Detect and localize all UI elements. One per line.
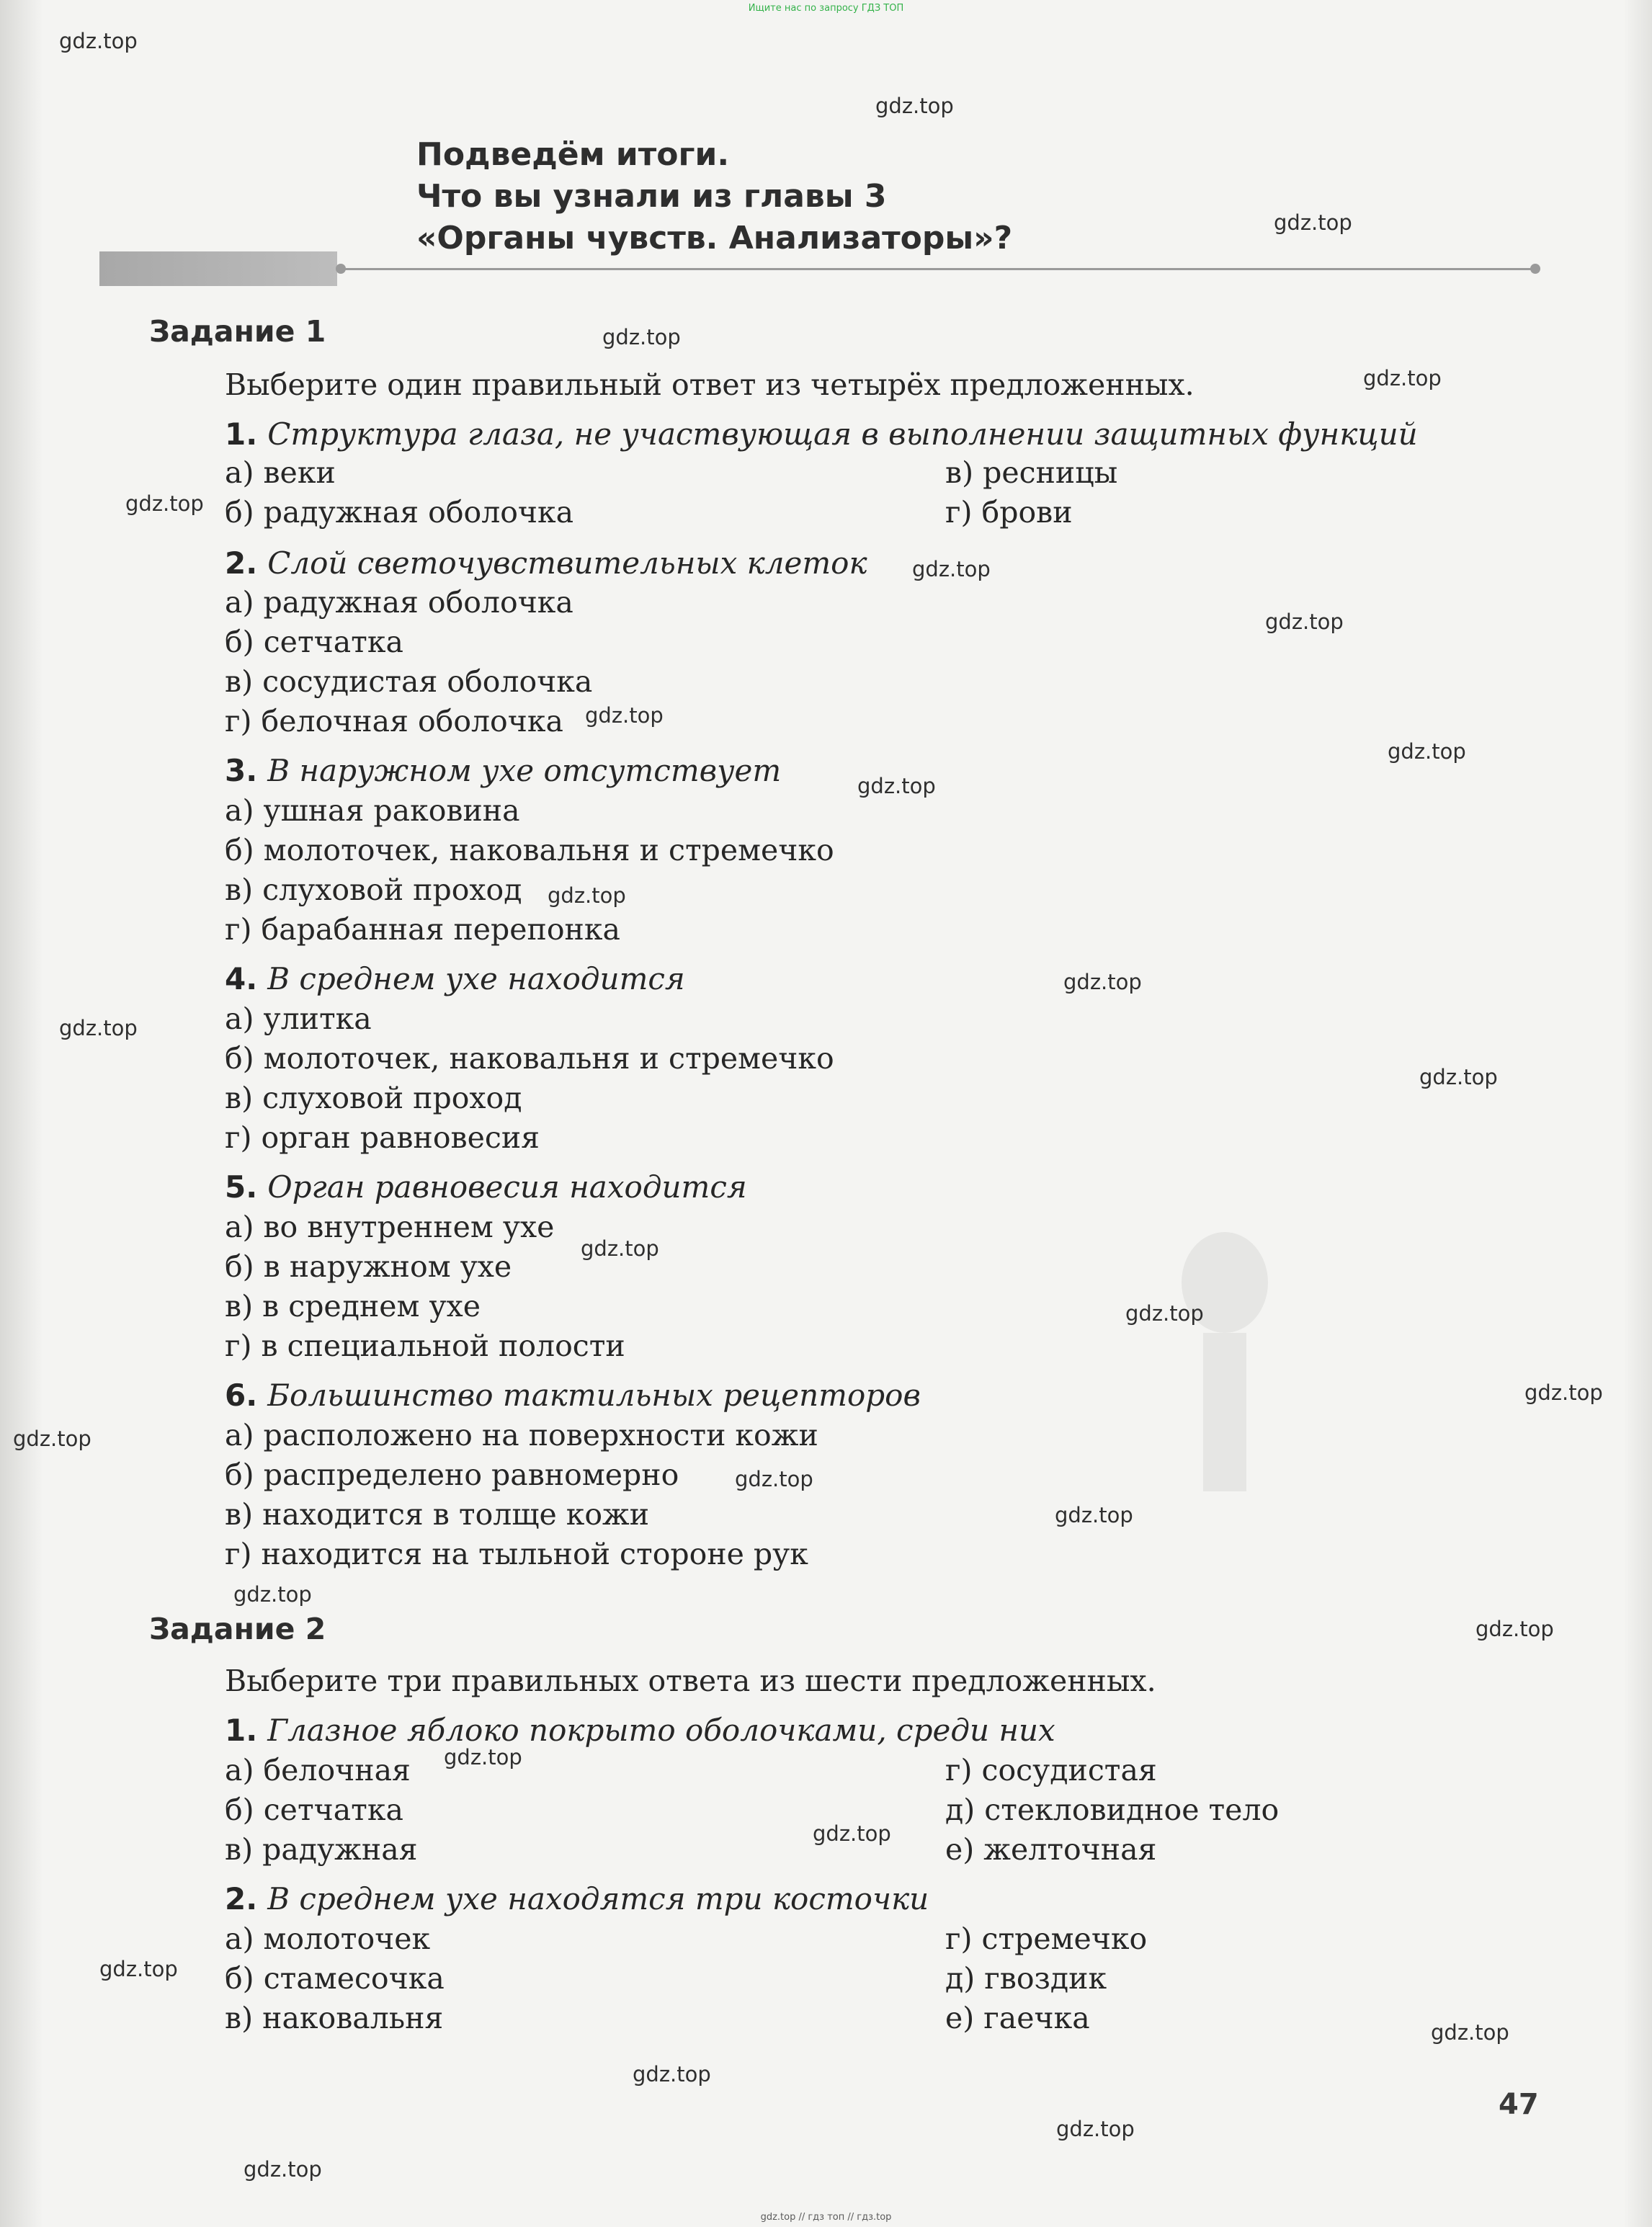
task1-q5-option-a[interactable]: а) во внутреннем ухе: [225, 1210, 555, 1244]
task1-question-4: [225, 961, 685, 996]
task1-q6-option-g[interactable]: г) находится на тыльной стороне рук: [225, 1537, 808, 1571]
task2-q2-option-v[interactable]: в) наковальня: [225, 2001, 444, 2035]
task2-q1-option-a[interactable]: а) белочная: [225, 1753, 411, 1788]
question-text: В среднем ухе находятся три косточки: [267, 1881, 929, 1916]
task2-q2-option-d[interactable]: д) гвоздик: [945, 1961, 1107, 1996]
task1-q1-option-b[interactable]: б) радужная оболочка: [225, 495, 574, 530]
question-number: 3.: [225, 753, 258, 788]
task1-q5-option-v[interactable]: в) в среднем ухе: [225, 1289, 481, 1324]
watermark: gdz.top: [244, 2157, 322, 2182]
task1-question-3: [225, 753, 781, 788]
watermark: gdz.top: [875, 94, 954, 118]
question-text: Слой светочувствительных клеток: [267, 545, 867, 581]
watermark: gdz.top: [99, 1957, 178, 1981]
watermark: gdz.top: [1056, 2117, 1135, 2141]
task1-q2-option-g[interactable]: г) белочная оболочка: [225, 704, 563, 738]
task2-title: Задание 2: [149, 1612, 326, 1646]
watermark: gdz.top: [1431, 2020, 1509, 2045]
watermark: gdz.top: [444, 1745, 522, 1769]
watermark: gdz.top: [1055, 1503, 1133, 1527]
task2-q1-option-v[interactable]: в) радужная: [225, 1832, 418, 1867]
task2-q2-option-g[interactable]: г) стремечко: [945, 1922, 1148, 1956]
task1-q6-option-a[interactable]: а) расположено на поверхности кожи: [225, 1418, 818, 1452]
watermark: gdz.top: [1524, 1380, 1603, 1405]
watermark: gdz.top: [1274, 210, 1352, 235]
watermark: gdz.top: [1475, 1617, 1554, 1641]
task1-q2-option-b[interactable]: б) сетчатка: [225, 625, 403, 659]
task1-title: Задание 1: [149, 314, 326, 349]
heading-line-1: Подведём итоги.: [416, 136, 730, 173]
question-text: Орган равновесия находится: [267, 1169, 747, 1205]
task2-q1-option-b[interactable]: б) сетчатка: [225, 1793, 403, 1827]
task1-q3-option-g[interactable]: г) барабанная перепонка: [225, 912, 620, 947]
watermark: gdz.top: [59, 29, 138, 53]
task1-q5-option-g[interactable]: г) в специальной полости: [225, 1329, 625, 1363]
page-edge-shadow: [0, 0, 43, 2227]
watermark: gdz.top: [1419, 1065, 1498, 1089]
task1-question-6: [225, 1378, 921, 1413]
watermark: gdz.top: [602, 325, 681, 349]
question-number: 2.: [225, 1881, 258, 1916]
watermark: gdz.top: [233, 1582, 312, 1607]
question-number: 6.: [225, 1378, 258, 1413]
task1-q3-option-b[interactable]: б) молоточек, наковальня и стремечко: [225, 833, 834, 867]
watermark: gdz.top: [1265, 610, 1344, 634]
task2-instruction: Выберите три правильных ответа из шести предложенных.: [225, 1664, 1156, 1698]
chapter-summary-heading: [416, 134, 1012, 259]
task1-q6-option-b[interactable]: б) распределено равномерно: [225, 1458, 679, 1492]
question-text: Структура глаза, не участвующая в выполнении защитных функций: [267, 416, 1418, 452]
watermark: gdz.top: [585, 703, 664, 728]
watermark: gdz.top: [912, 557, 991, 581]
task1-question-2: [225, 545, 867, 581]
watermark: gdz.top: [125, 491, 204, 516]
task1-q4-option-a[interactable]: а) улитка: [225, 1001, 372, 1036]
task2-question-1: [225, 1713, 1055, 1748]
task2-q1-option-g[interactable]: г) сосудистая: [945, 1753, 1157, 1788]
task1-q1-option-v[interactable]: в) ресницы: [945, 455, 1118, 490]
watermark: gdz.top: [548, 883, 626, 908]
question-number: 4.: [225, 961, 258, 996]
watermark: gdz.top: [813, 1821, 891, 1846]
question-number: 1.: [225, 416, 258, 452]
task2-q1-option-e[interactable]: е) желточная: [945, 1832, 1157, 1867]
task1-q3-option-a[interactable]: а) ушная раковина: [225, 793, 520, 828]
task1-q2-option-a[interactable]: а) радужная оболочка: [225, 585, 573, 620]
task1-instruction: Выберите один правильный ответ из четырёх предложенных.: [225, 367, 1195, 402]
heading-rule-line: [340, 268, 1536, 270]
background-skeleton-illustration: [1045, 1225, 1405, 1513]
question-number: 2.: [225, 545, 258, 581]
question-text: В среднем ухе находится: [267, 961, 685, 996]
task2-q2-option-a[interactable]: а) молоточек: [225, 1922, 431, 1956]
task1-q1-option-a[interactable]: а) веки: [225, 455, 336, 490]
task1-q4-option-v[interactable]: в) слуховой проход: [225, 1081, 522, 1115]
watermark: gdz.top: [735, 1467, 813, 1491]
task2-question-2: [225, 1881, 929, 1916]
question-number: 5.: [225, 1169, 258, 1205]
question-number: 1.: [225, 1713, 258, 1748]
top-banner[interactable]: Ищите нас по запросу ГДЗ ТОП: [748, 3, 904, 14]
bottom-banner[interactable]: gdz.top // гдз топ // гдз.top: [760, 2212, 892, 2223]
heading-line-2: Что вы узнали из главы 3: [416, 178, 887, 215]
task2-q1-option-d[interactable]: д) стекловидное тело: [945, 1793, 1280, 1827]
task1-question-5: [225, 1169, 747, 1205]
watermark: gdz.top: [59, 1016, 138, 1040]
task1-q4-option-g[interactable]: г) орган равновесия: [225, 1120, 540, 1155]
watermark: gdz.top: [1363, 366, 1442, 390]
heading-line-3: «Органы чувств. Анализаторы»?: [416, 220, 1013, 256]
task1-q4-option-b[interactable]: б) молоточек, наковальня и стремечко: [225, 1041, 834, 1076]
watermark: gdz.top: [857, 774, 936, 798]
rule-dot-right: [1530, 264, 1540, 274]
page-number: 47: [1499, 2088, 1539, 2121]
question-text: Большинство тактильных рецепторов: [267, 1378, 921, 1413]
heading-rule-bar: [99, 251, 337, 286]
page-edge-shadow-right: [1623, 0, 1652, 2227]
task1-q1-option-g[interactable]: г) брови: [945, 495, 1073, 530]
task1-q5-option-b[interactable]: б) в наружном ухе: [225, 1249, 512, 1284]
watermark: gdz.top: [581, 1236, 659, 1261]
watermark: gdz.top: [633, 2062, 711, 2087]
watermark: gdz.top: [13, 1427, 91, 1451]
watermark: gdz.top: [1388, 739, 1466, 764]
task2-q2-option-b[interactable]: б) стамесочка: [225, 1961, 445, 1996]
task2-q2-option-e[interactable]: е) гаечка: [945, 2001, 1090, 2035]
task1-q3-option-v[interactable]: в) слуховой проход: [225, 872, 522, 907]
question-text: Глазное яблоко покрыто оболочками, среди них: [267, 1713, 1055, 1748]
task1-q6-option-v[interactable]: в) находится в толще кожи: [225, 1497, 650, 1532]
watermark: gdz.top: [1125, 1301, 1204, 1326]
watermark: gdz.top: [1063, 970, 1142, 994]
task1-q2-option-v[interactable]: в) сосудистая оболочка: [225, 664, 593, 699]
task1-question-1: [225, 416, 1418, 452]
question-text: В наружном ухе отсутствует: [267, 753, 782, 788]
